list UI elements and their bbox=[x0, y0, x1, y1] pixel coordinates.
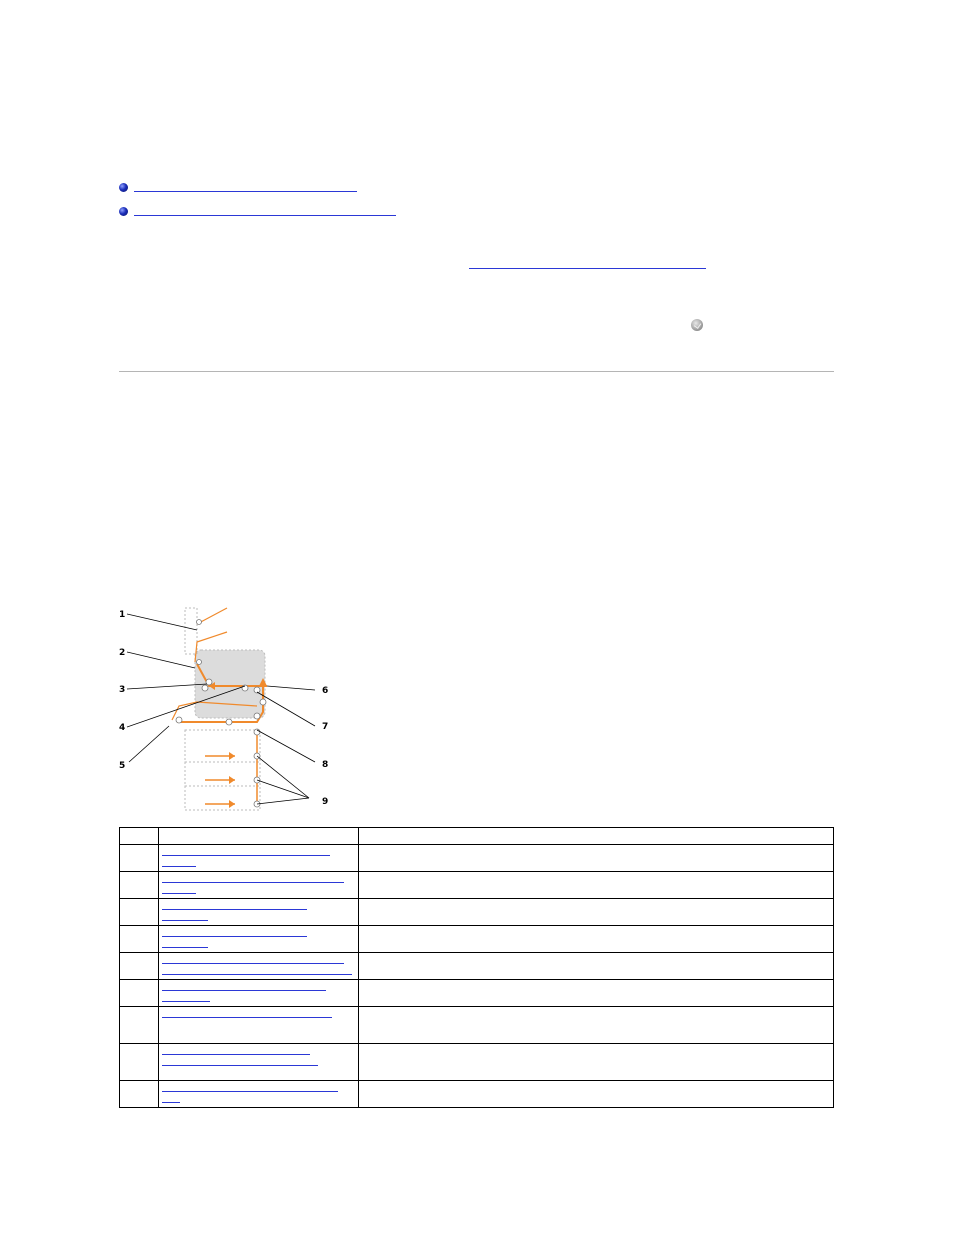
callout-9: 9 bbox=[322, 797, 329, 807]
toc-item-1[interactable] bbox=[119, 180, 357, 194]
table-row bbox=[120, 1044, 834, 1081]
row-link[interactable] bbox=[159, 1007, 359, 1044]
section-divider bbox=[119, 371, 834, 372]
toc-item-2[interactable] bbox=[119, 204, 396, 218]
row-desc bbox=[359, 953, 834, 980]
row-link[interactable] bbox=[159, 1044, 359, 1081]
row-num bbox=[120, 980, 159, 1007]
inline-link[interactable] bbox=[469, 268, 706, 269]
row-link[interactable] bbox=[159, 899, 359, 926]
row-num bbox=[120, 1081, 159, 1108]
toc-link-2[interactable] bbox=[134, 215, 396, 216]
row-num bbox=[120, 953, 159, 980]
note-icon bbox=[691, 319, 703, 331]
header-desc bbox=[359, 828, 834, 845]
row-desc bbox=[359, 1081, 834, 1108]
toc-link-1[interactable] bbox=[134, 191, 357, 192]
table-row bbox=[120, 980, 834, 1007]
row-desc bbox=[359, 899, 834, 926]
row-num bbox=[120, 1044, 159, 1081]
row-num bbox=[120, 845, 159, 872]
callout-8: 8 bbox=[322, 760, 329, 770]
table-row bbox=[120, 1007, 834, 1044]
header-link bbox=[159, 828, 359, 845]
row-desc bbox=[359, 980, 834, 1007]
header-num bbox=[120, 828, 159, 845]
row-link[interactable] bbox=[159, 872, 359, 899]
row-desc bbox=[359, 872, 834, 899]
table-row bbox=[120, 872, 834, 899]
row-desc bbox=[359, 845, 834, 872]
row-link[interactable] bbox=[159, 1081, 359, 1108]
row-link[interactable] bbox=[159, 845, 359, 872]
row-num bbox=[120, 872, 159, 899]
row-link[interactable] bbox=[159, 980, 359, 1007]
row-desc bbox=[359, 1044, 834, 1081]
row-desc bbox=[359, 926, 834, 953]
table-row bbox=[120, 845, 834, 872]
row-num bbox=[120, 899, 159, 926]
paper-path-figure bbox=[117, 602, 335, 816]
callout-1: 1 bbox=[119, 610, 126, 620]
callout-7: 7 bbox=[322, 722, 329, 732]
callout-4: 4 bbox=[119, 723, 126, 733]
bullet-icon bbox=[119, 183, 128, 192]
row-num bbox=[120, 1007, 159, 1044]
table-row bbox=[120, 953, 834, 980]
row-link[interactable] bbox=[159, 926, 359, 953]
table-header-row bbox=[120, 828, 834, 845]
bullet-icon bbox=[119, 207, 128, 216]
row-num bbox=[120, 926, 159, 953]
parts-table bbox=[119, 827, 834, 1108]
callout-6: 6 bbox=[322, 686, 329, 696]
row-desc bbox=[359, 1007, 834, 1044]
table-row bbox=[120, 899, 834, 926]
table-row bbox=[120, 1081, 834, 1108]
callout-2: 2 bbox=[119, 648, 126, 658]
table-row bbox=[120, 926, 834, 953]
callout-5: 5 bbox=[119, 761, 126, 771]
row-link[interactable] bbox=[159, 953, 359, 980]
callout-3: 3 bbox=[119, 685, 126, 695]
